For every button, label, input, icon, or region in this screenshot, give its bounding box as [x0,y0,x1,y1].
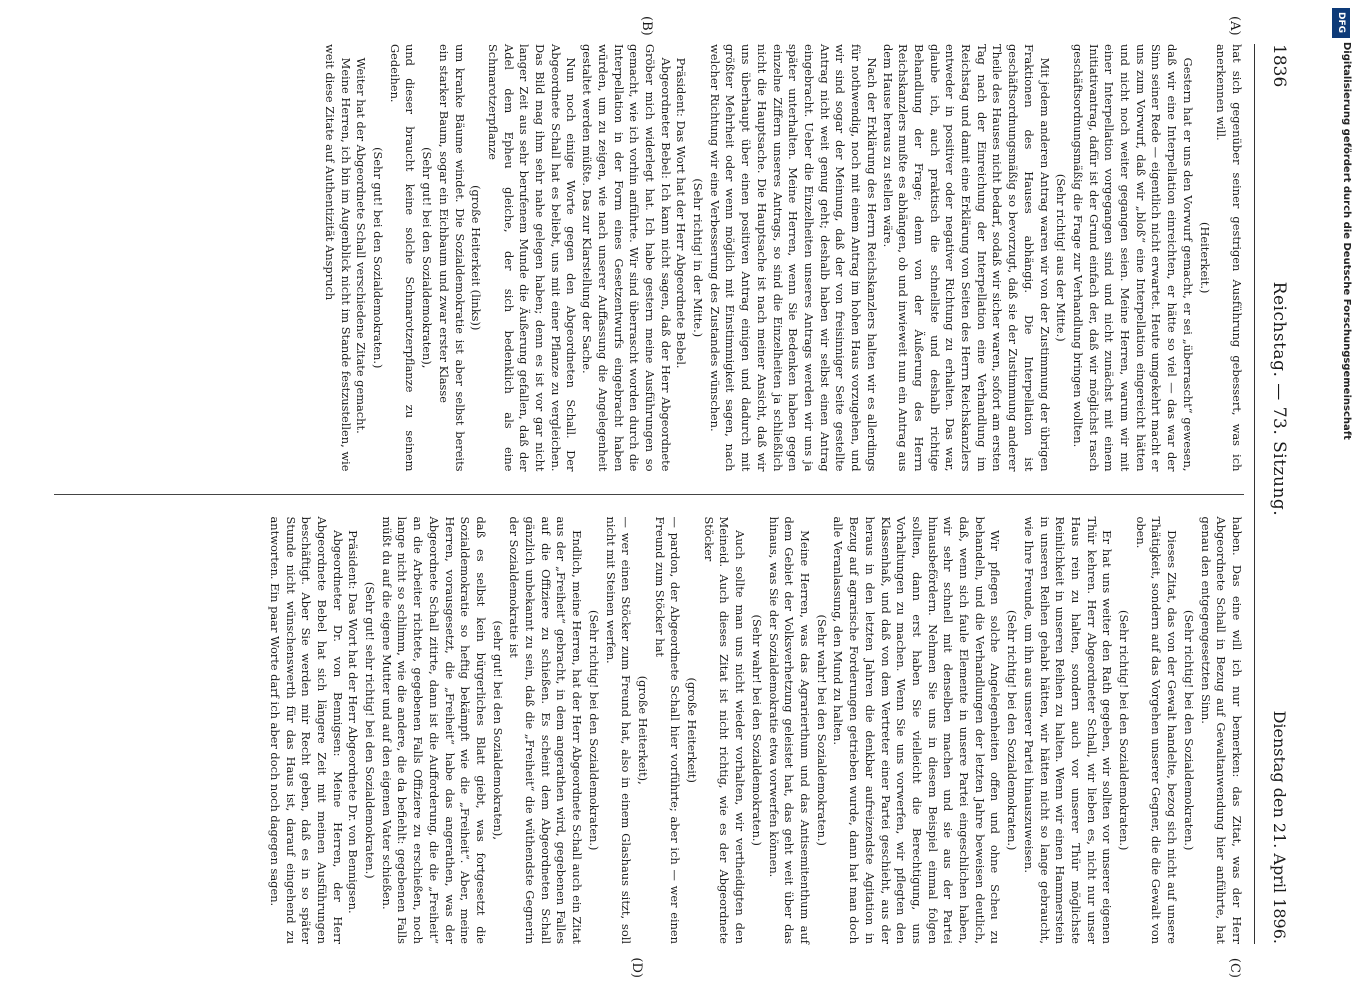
funding-note: Digitalisierung gefördert durch die Deutsche Forschungsgemeinschaft [1341,42,1352,440]
interjection: (große Heiterkeit), [635,675,650,785]
paragraph: Weiter hat der Abgeordnete Schall verschiedene Zitate gemacht. [354,57,369,434]
column-divider [54,494,1244,495]
paragraph: daß es selbst kein bürgerliches Blatt giebt, was fortgesetzt die Sozialdemokratie so heftig bekämpft wie die „Freiheit“. Aber, meine Herren, vorausgesetzt, die „Freiheit“ habe das angerathen, was der Abgeordnete Schall zitirte, dann ist die Aufforderung, die die „Freiheit“ an die Arbeiter richtete, gegebenen Falls Offiziere zu erschießen, noch lange nicht so schlimm, wie die andere, die da befiehlt: gegebenen Falls müßt du auf die eigene Mutter und auf den eigenen Vater schießen. [379,516,488,944]
interjection: (sehr gut! bei den Sozialdemokraten), [490,620,505,840]
interjection: (große Heiterkeit (links)) [469,185,484,331]
interjection: (große Heiterkeit) [685,677,700,783]
paragraph: Abgeordneter Dr. von Bennigsen: Meine Herren, der Herr Abgeordnete Bebel hat sich längere Zeit mit meinen Ausführungen beschäftigt. Aber Sie werden mir Recht geben, daß es in so später Stunde nicht wünschenswerth für das Haus ist, darauf eingehend zu antworten. Ein paar Worte darf ich aber doch noch dagegen sagen. [267,516,345,944]
rotated-page [25,0,1325,1000]
paragraph: und dieser braucht keine solche Schmarotzerpflanze zu seinem Gedeihen. [387,44,418,472]
interjection: (Sehr gut! bei den Sozialdemokraten.) [371,147,386,369]
paragraph: Abgeordneter Bebel: Ich kann nicht sagen, daß der Herr Abgeordnete Gröber mich widerlegt hat. Ich habe gestern meine Ausführungen so gemacht, wie ich vorhin anführte. Wir sind überrascht worden durch die Interpellation in der Form eines Gesetzentwurfs eingebracht haben würden, um zu zeigen, wie nach unserer Auffassung die Angelegenheit gestaltet werden müßte. Das zur Klarstellung der Sache. [580,44,673,472]
right-column [54,516,1244,978]
session-title: Reichstag. — 73. Sitzung. [1269,281,1289,517]
interjection: (Sehr gut! sehr richtig! bei den Sozialdemokraten.) [363,581,378,879]
interjection: (Sehr richtig! in der Mitte.) [691,178,706,338]
interjection: (Sehr richtig! aus der Mitte.) [1054,173,1069,342]
paragraph: Mit jedem anderen Antrag waren wir von der Zustimmung der übrigen Fraktionen des Hauses abhängig. Die Interpellation ist geschäftsordnungsmäßig so bevorzugt, daß sie der Zustimmung anderer Theile des Hauses nicht bedarf, sodaß wir sicher waren, sofort am ersten Tag nach der Einreichung der Interpellation eine Verhandlung im Reichstag und damit eine Erklärung von Seiten des Herrn Reichskanzlers entweder in positiver oder negativer Richtung zu erhalten. Das war, glaube ich, auch praktisch die schnellste und deshalb richtige Behandlung der Frage; denn von der Äußerung des Herrn Reichskanzlers mußte es abhängen, ob und inwieweit nun ein Antrag aus dem Hause heraus zu stellen wäre. [880,44,1052,472]
interjection: (Sehr gut! bei den Sozialdemokraten), [420,147,435,369]
digitization-strip [1330,8,1352,992]
paragraph: Meine Herren, was das Agrarierthum und das Antisemitenthum auf dem Gebiet der Volksverhetzung geleistet hat, das geht weit über das hinaus, was Sie der Sozialdemokratie etwa vorwerfen können. [766,516,813,944]
text-columns [54,16,1244,978]
paragraph: Endlich, meine Herren, hat der Herr Abgeordnete Schall auch ein Zitat aus der „Freiheit“ gebracht, in dem angerathen wird, gegebenen Falles auf die Offiziere zu schießen. Es scheint dem Abgeordneten Schall gänzlich unbekannt zu sein, daß die „Freiheit“ die wüthendste Gegnerin der Sozialdemokratie ist [507,516,585,944]
paragraph: Nun noch einige Worte gegen den Abgeordneten Schall. Der Abgeordnete Schall hat es beliebt, uns mit einer Pflanze zu vergleichen. Das Bild mag ihm sehr nahe gelegen haben; denn es ist vor gar nicht langer Zeit aus sehr berufenem Munde die Äußerung gefallen, daß der Adel dem Epheu gleiche, der sich bedenklich als eine Schmarotzerpflanze [485,44,579,472]
paragraph: — wer einen Stöcker zum Freund hat, also in einem Glashaus sitzt, soll nicht mit Steinen werfen. [603,516,634,944]
paragraph: haben. Das eine will ich nur bemerken: das Zitat, was der Herr Abgeordnete Schall in Bezug auf Gewaltanwendung hier anführte, hat genau den entgegengesetzten Sinn. [1198,516,1244,944]
interjection: (Heiterkeit.) [1197,222,1212,294]
margin-mark-b: (B) [639,16,654,36]
session-date: Dienstag den 21. April 1896. [1270,710,1289,944]
paragraph: Präsident: Das Wort hat der Herr Abgeordnete Dr. von Bennigsen. [346,530,361,914]
dfg-logo: DFG [1332,8,1350,38]
margin-mark-a: (A) [1227,16,1242,36]
interjection: (Sehr wahr! bei den Sozialdemokraten.) [814,614,829,846]
margin-mark-d: (D) [629,957,644,978]
paragraph: Nach der Erklärung des Herrn Reichskanzlers halten wir es allerdings für nothwendig, noch mit einem Antrag im hohen Haus vorzugehen, und wir sind sogar der Meinung, daß der von freisinniger Seite gestellte Antrag nicht weit genug geht; deshalb haben wir selbst einen Antrag eingebracht. Ueber die Einzelheiten unseres Antrags werden wir uns ja später unterhalten. Meine Herren, wenn Sie Bedenken haben gegen einzelne Ziffern unseres Antrags, so sind die Einzelheiten ja schließlich nicht die Hauptsache. Die Hauptsache ist nach meiner Ansicht, daß wir uns überhaupt über einen positiven Antrag einigen und dadurch mit größter Mehrheit oder wenn möglich mit Einstimmigkeit sagen, nach welcher Richtung wir eine Verbesserung des Zustandes wünschen. [707,44,879,472]
interjection: (Sehr richtig! bei den Sozialdemokraten.) [1181,610,1196,851]
page-header [1254,44,1289,944]
paragraph: Dieses Zitat, das von der Gewalt handelte, bezog sich nicht auf unsere Thätigkeit, sondern auf das Vorgehen unserer Gegner, die die Gewalt von oben. [1133,516,1180,944]
paragraph: Auch sollte man uns nicht wieder vorhalten, wir vertheidigten den Meineid. Auch dieses Zitat ist nicht richtig, wie es der Abgeordnete Stöcker [701,516,748,944]
page-number: 1836 [1269,44,1289,88]
left-column [54,16,1244,472]
interjection: (Sehr richtig! bei den Sozialdemokraten.) [586,610,601,851]
interjection: (Sehr wahr! bei den Sozialdemokraten.) [749,614,764,846]
paragraph: — pardon, der Abgeordnete Schall hier vorführte; aber ich — wer einen Freund zum Stöcker hat [652,516,683,944]
paragraph: Wir pflegen solche Angelegenheiten offen und ohne Scheu zu behandeln, und die Verhandlungen der letzten Jahre beweisen deutlich, daß, wenn sich faule Elemente in unsere Partei eingeschlichen haben, wir sehr schnell mit denselben machen und sie aus der Partei hinausbefördern. Nehmen Sie uns in diesem Beispiel einmal folgen sollten, dann erst haben Sie vielleicht die Berechtigung, uns Vorhaltungen zu machen. Wenn Sie uns vorwerfen, wir pflegten den Klassenhaß, und daß von dem Vertreter einer Partei geschieht, aus der heraus in den letzten Jahren die denkbar aufreizendste Agitation in Bezug auf agrarische Forderungen getrieben wurde, dann hat man doch alle Veranlassung, den Mund zu halten. [831,516,1003,944]
interjection: (Sehr richtig! bei den Sozialdemokraten.) [1005,610,1020,851]
interjection: (Sehr richtig! bei den Sozialdemokraten.) [1117,610,1132,851]
margin-mark-c: (C) [1227,957,1242,978]
paragraph: hat sich gegenüber seiner gestrigen Ausführung gebessert, was ich anerkennen will. [1214,44,1244,472]
paragraph: um kranke Bäume windet. Die Sozialdemokratie ist aber selbst bereits ein starker Baum, sogar ein Eichbaum und zwar erster Klasse [436,44,467,472]
paragraph: Er hat uns weiter den Rath gegeben, wir sollten vor unserer eigenen Thür kehren. Herr Abgeordneter Schall, wir lieben es, nicht nur unser Haus rein zu halten, sondern auch vor unserer Thür möglichste Reinlichkeit in unseren Reihen zu halten. Wenn wir einen Hammerstein in unseren Reihen gehabt hätten, wir hätten nicht so lange gebraucht, wie Ihre Freunde, um ihn aus unserer Partei hinauszuweisen. [1021,516,1115,944]
paragraph: Präsident: Das Wort hat der Herr Abgeordnete Bebel. [674,57,689,369]
paragraph: Meine Herren, ich bin im Augenblick nicht im Stande festzustellen, wie weit diese Zitate auf Authentizität Anspruch [322,44,353,472]
paragraph: Gestern hat er uns den Vorwurf gemacht, er sei „überrascht“ gewesen, daß wir eine Interpellation einreichten, er hätte so viel — das war der Sinn seiner Rede — eigentlich nicht erwartet. Heute umgekehrt macht er uns zum Vorwurf, daß wir „bloß“ eine Interpellation eingereicht hätten und nicht noch weiter gegangen seien. Meine Herren, warum wir mit einer Interpellation vorgegangen sind und nicht zunächst mit einem Initiativantrag, dafür ist der Grund einfach der, daß wir möglichst rasch geschäftsordnungsmäßig die Frage zur Verhandlung bringen wollten. [1070,44,1195,472]
